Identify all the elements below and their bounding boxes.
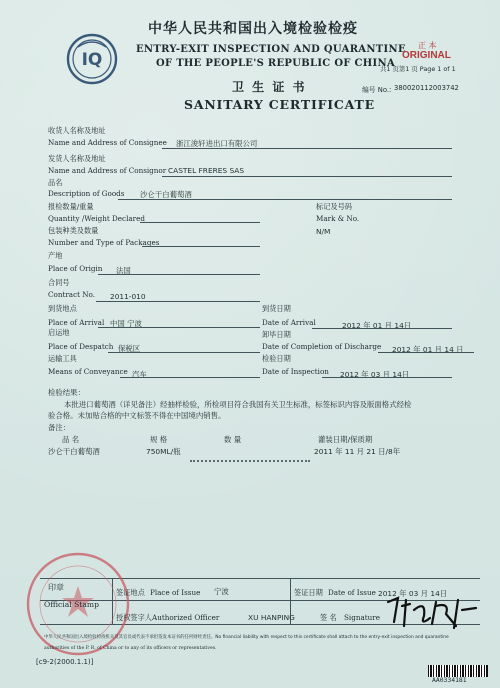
marks-label-en: Mark & No. xyxy=(316,214,360,223)
table-row-date: 2011 年 11 月 21 日/8年 xyxy=(314,447,401,456)
arrival-date-label-cn: 到货日期 xyxy=(262,304,291,313)
marks-value: N/M xyxy=(316,227,331,236)
goods-label-cn: 品名 xyxy=(48,178,63,187)
cert-number-label: 编号 No.: xyxy=(362,86,392,94)
arrival-place-value: 中国 宁波 xyxy=(110,319,142,328)
title-en-line1: ENTRY-EXIT INSPECTION AND QUARANTINE xyxy=(136,44,406,55)
title-en-line2: OF THE PEOPLE'S REPUBLIC OF CHINA xyxy=(156,58,396,69)
cert-title-en: SANITARY CERTIFICATE xyxy=(184,97,375,112)
table-header-name: 品 名 xyxy=(62,435,80,444)
despatch-place-label-cn: 启运地 xyxy=(48,328,70,337)
results-separator xyxy=(190,460,310,462)
contract-value: 2011-010 xyxy=(110,292,146,301)
origin-label-cn: 产地 xyxy=(48,251,63,260)
discharge-date-label-en: Date of Completion of Discharge xyxy=(262,342,382,351)
issue-date-value: 2012 年 03 月 14日 xyxy=(378,589,448,598)
results-line1: 本批进口葡萄酒（详见备注）经抽样检验，所检项目符合我国有关卫生标准，标签标识内容及版面格式经检 xyxy=(64,400,412,409)
contract-label-cn: 合同号 xyxy=(48,278,70,287)
cert-title-cn: 卫 生 证 书 xyxy=(232,80,307,94)
disclaimer-line2: authorities of the P. R. of China or to any of its officers or representatives. xyxy=(44,646,217,651)
table-row-name: 沙仑干白葡萄酒 xyxy=(48,447,100,456)
officer-label-cn: 授权签字人 xyxy=(116,613,152,622)
origin-value: 法国 xyxy=(116,266,131,275)
results-heading: 检验结果： xyxy=(48,388,85,397)
goods-label-en: Description of Goods xyxy=(48,189,125,198)
table-header-qty: 数 量 xyxy=(224,435,242,444)
issue-date-label-cn: 签证日期 xyxy=(294,588,323,597)
discharge-date-label-cn: 卸毕日期 xyxy=(262,330,291,339)
consignee-label-en: Name and Address of Consignee xyxy=(48,138,167,147)
results-line2: 验合格。未加贴合格的中文标签不得在中国境内销售。 xyxy=(48,411,226,420)
inspection-date-label-cn: 检验日期 xyxy=(262,354,291,363)
signature-label-en: Signature xyxy=(344,613,380,622)
consignor-label-en: Name and Address of Consignor xyxy=(48,166,167,175)
arrival-date-value: 2012 年 01 月 14日 xyxy=(342,321,412,330)
arrival-place-label-cn: 到货地点 xyxy=(48,304,77,313)
cert-number-value: 380020112003742 xyxy=(394,84,459,92)
disclaimer-line1: 中华人民共和国出入境检验检疫机关及其官员或代表不承担签发本证书的任何财经责任。No financial liability with respect to this certificate shall attach to the entry-exit inspection and quarantine xyxy=(44,635,449,640)
consignee-value: 浙江浚轩进出口有限公司 xyxy=(176,139,258,148)
original-en: ORIGINAL xyxy=(402,50,451,61)
issue-place-label-cn: 签证地点 xyxy=(116,588,145,597)
officer-value: XU HANPING xyxy=(248,613,295,622)
consignor-value: CASTEL FRERES SAS xyxy=(168,166,245,175)
consignee-label-cn: 收货人名称及地址 xyxy=(48,126,106,135)
page-info: 共1 页第1 页 Page 1 of 1 xyxy=(380,65,456,73)
contract-label-en: Contract No. xyxy=(48,290,96,299)
serial-number: AA0334181 xyxy=(432,676,467,684)
inspection-date-label-en: Date of Inspection xyxy=(262,367,329,376)
issue-date-label-en: Date of Issue xyxy=(328,588,376,597)
title-cn: 中华人民共和国出入境检验检疫 xyxy=(148,21,358,37)
arrival-place-label-en: Place of Arrival xyxy=(48,318,105,327)
form-code: [c9-2(2000.1.1)] xyxy=(36,658,94,666)
original-cn: 正 本 xyxy=(418,41,437,50)
conveyance-value: 汽车 xyxy=(132,370,147,379)
marks-label-cn: 标记及号码 xyxy=(316,202,352,211)
table-header-date: 灌装日期/保质期 xyxy=(318,435,373,444)
inspection-date-value: 2012 年 03 月 14日 xyxy=(340,370,410,379)
table-header-spec: 规 格 xyxy=(150,435,168,444)
handwritten-signature xyxy=(380,592,480,632)
arrival-date-label-en: Date of Arrival xyxy=(262,318,316,327)
signature-label-cn: 签 名 xyxy=(320,613,337,622)
conveyance-label-en: Means of Conveyance xyxy=(48,367,128,376)
packages-label-cn: 包装种类及数量 xyxy=(48,226,99,235)
conveyance-label-cn: 运输工具 xyxy=(48,354,77,363)
ciq-logo-icon xyxy=(66,33,118,85)
stamp-label-cn: 印章 xyxy=(48,583,64,592)
quantity-label-en: Quantity /Weight Declared xyxy=(48,214,145,223)
svg-text:IQ: IQ xyxy=(81,50,103,70)
despatch-place-label-en: Place of Despatch xyxy=(48,342,114,351)
consignor-label-cn: 发货人名称及地址 xyxy=(48,154,106,163)
origin-label-en: Place of Origin xyxy=(48,264,103,273)
issue-place-label-en: Place of Issue xyxy=(150,588,201,597)
table-row-spec: 750ML/瓶 xyxy=(146,447,181,456)
stamp-label-en: Official Stamp xyxy=(44,600,99,609)
officer-label-en: Authorized Officer xyxy=(152,613,220,622)
results-remark: 备注： xyxy=(48,423,71,432)
goods-value: 沙仑干白葡萄酒 xyxy=(140,190,192,199)
quantity-label-cn: 报检数量/重量 xyxy=(48,202,94,211)
discharge-date-value: 2012 年 01 月 14 日 xyxy=(392,345,464,354)
despatch-place-value: 保税区 xyxy=(118,344,141,353)
issue-place-value: 宁波 xyxy=(214,587,229,596)
packages-label-en: Number and Type of Packages xyxy=(48,238,160,247)
